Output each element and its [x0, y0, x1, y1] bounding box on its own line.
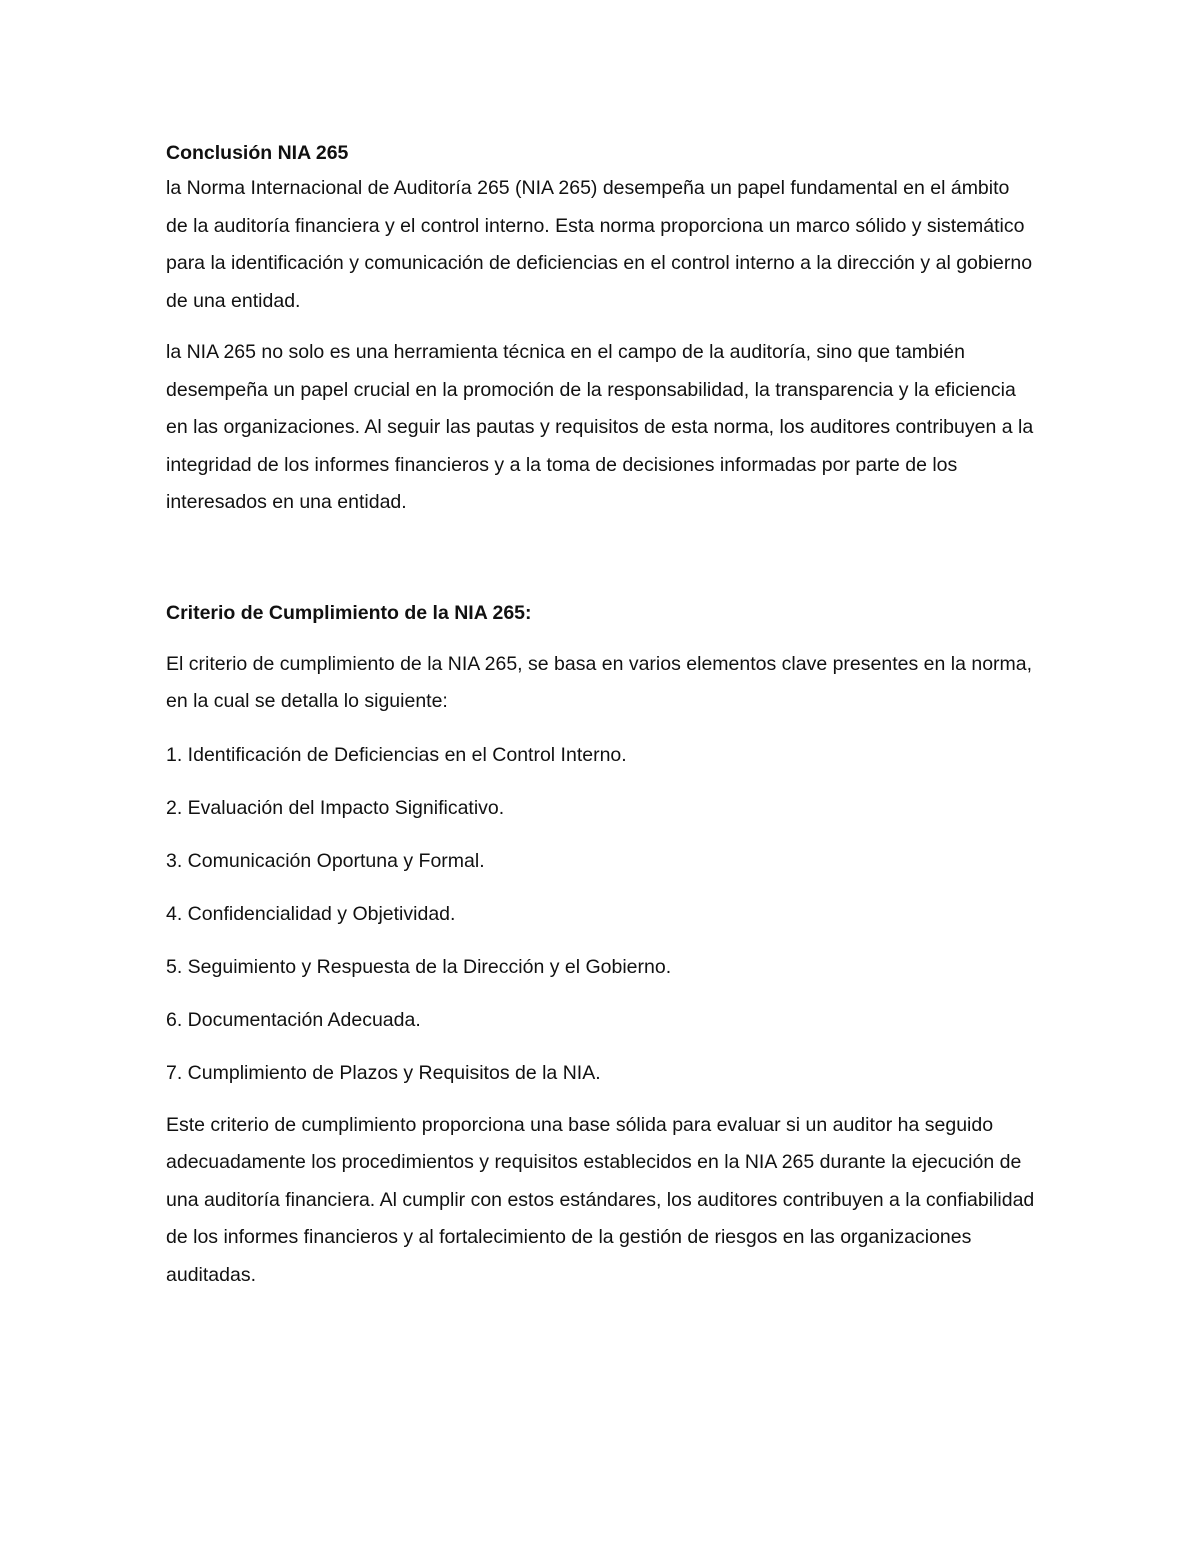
list-item: 5. Seguimiento y Respuesta de la Dirección y el Gobierno.: [166, 955, 672, 978]
list-item: 4. Confidencialidad y Objetividad.: [166, 902, 456, 925]
conclusion-paragraph-1: la Norma Internacional de Auditoría 265 (NIA 265) desempeña un papel fundamental en el ámbito de la auditoría financiera y el control interno. Esta norma proporciona un marco sólido y sistemático para la identificación y comunicación de deficiencias en el control interno a la dirección y al gobierno de una entidad.: [166, 177, 1033, 312]
list-item: 2. Evaluación del Impacto Significativo.: [166, 796, 505, 819]
document-page: [166, 138, 1036, 1294]
list-item: 1. Identificación de Deficiencias en el Control Interno.: [166, 743, 627, 766]
criterio-closing-paragraph: Este criterio de cumplimiento proporciona una base sólida para evaluar si un auditor ha seguido adecuadamente los procedimientos y requisitos establecidos en la NIA 265 durante la ejecución de una auditoría financiera. Al cumplir con estos estándares, los auditores contribuyen a la confiabilidad de los informes financieros y al fortalecimiento de la gestión de riesgos en las organizaciones auditadas.: [166, 1113, 1035, 1286]
conclusion-paragraph-2: la NIA 265 no solo es una herramienta técnica en el campo de la auditoría, sino que también desempeña un papel crucial en la promoción de la responsabilidad, la transparencia y la eficiencia en las organizaciones. Al seguir las pautas y requisitos de esta norma, los auditores contribuyen a la integridad de los informes financieros y a la toma de decisiones informadas por parte de los interesados en una entidad.: [166, 341, 1034, 513]
criterio-list: [166, 737, 1036, 1093]
conclusion-heading: Conclusión NIA 265: [166, 142, 349, 164]
list-item: 7. Cumplimiento de Plazos y Requisitos de la NIA.: [166, 1061, 601, 1084]
list-item: 6. Documentación Adecuada.: [166, 1008, 421, 1031]
list-item: 3. Comunicación Oportuna y Formal.: [166, 849, 485, 872]
criterio-heading: Criterio de Cumplimiento de la NIA 265:: [166, 601, 532, 624]
criterio-intro-paragraph: El criterio de cumplimiento de la NIA 265, se basa en varios elementos clave presentes en la norma, en la cual se detalla lo siguiente:: [166, 652, 1033, 712]
